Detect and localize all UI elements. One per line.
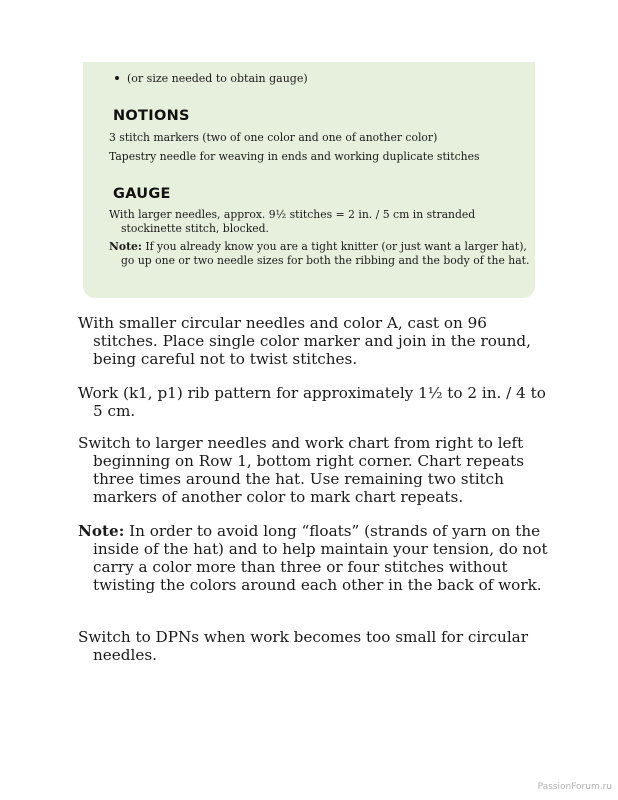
- bullet-item: [115, 72, 308, 86]
- notions-item: Tapestry needle for weaving in ends and working duplicate stitches: [109, 150, 480, 163]
- gauge-note-text: If you already know you are a tight knitter (or just want a larger hat), go up one or two needle sizes for both the ribbing and the body of the hat.: [121, 240, 530, 267]
- instruction-chart: Switch to larger needles and work chart from right to left beginning on Row 1, bottom right corner. Chart repeats three times around the hat. Use remaining two stitch markers of another color to mark chart repeats.: [78, 434, 524, 506]
- gauge-text: With larger needles, approx. 9½ stitches = 2 in. / 5 cm in stranded stockinette stitch, blocked.: [109, 208, 476, 235]
- gauge-note: [109, 240, 531, 268]
- instruction-note-text: In order to avoid long “floats” (strands of yarn on the inside of the hat) and to help maintain your tension, do not carry a color more than three or four stitches without twisting the colors around each other in the back of work.: [93, 522, 548, 594]
- instruction-cast-on: With smaller circular needles and color A, cast on 96 stitches. Place single color marker and join in the round, being careful not to twist stitches.: [78, 314, 531, 368]
- instruction-note-label: Note:: [78, 522, 125, 540]
- materials-sidebar: [83, 62, 535, 298]
- instruction-note: [78, 522, 548, 594]
- instruction-rib: Work (k1, p1) rib pattern for approximately 1½ to 2 in. / 4 to 5 cm.: [78, 384, 546, 420]
- gauge-heading: GAUGE: [113, 186, 171, 202]
- notions-heading: NOTIONS: [113, 108, 190, 124]
- bullet-icon: [115, 76, 119, 80]
- gauge-note-label: Note:: [109, 240, 142, 253]
- watermark: PassionForum.ru: [537, 782, 612, 792]
- instruction-dpns: Switch to DPNs when work becomes too small for circular needles.: [78, 628, 528, 664]
- notions-item: 3 stitch markers (two of one color and one of another color): [109, 131, 438, 144]
- bullet-item-text: (or size needed to obtain gauge): [127, 72, 308, 85]
